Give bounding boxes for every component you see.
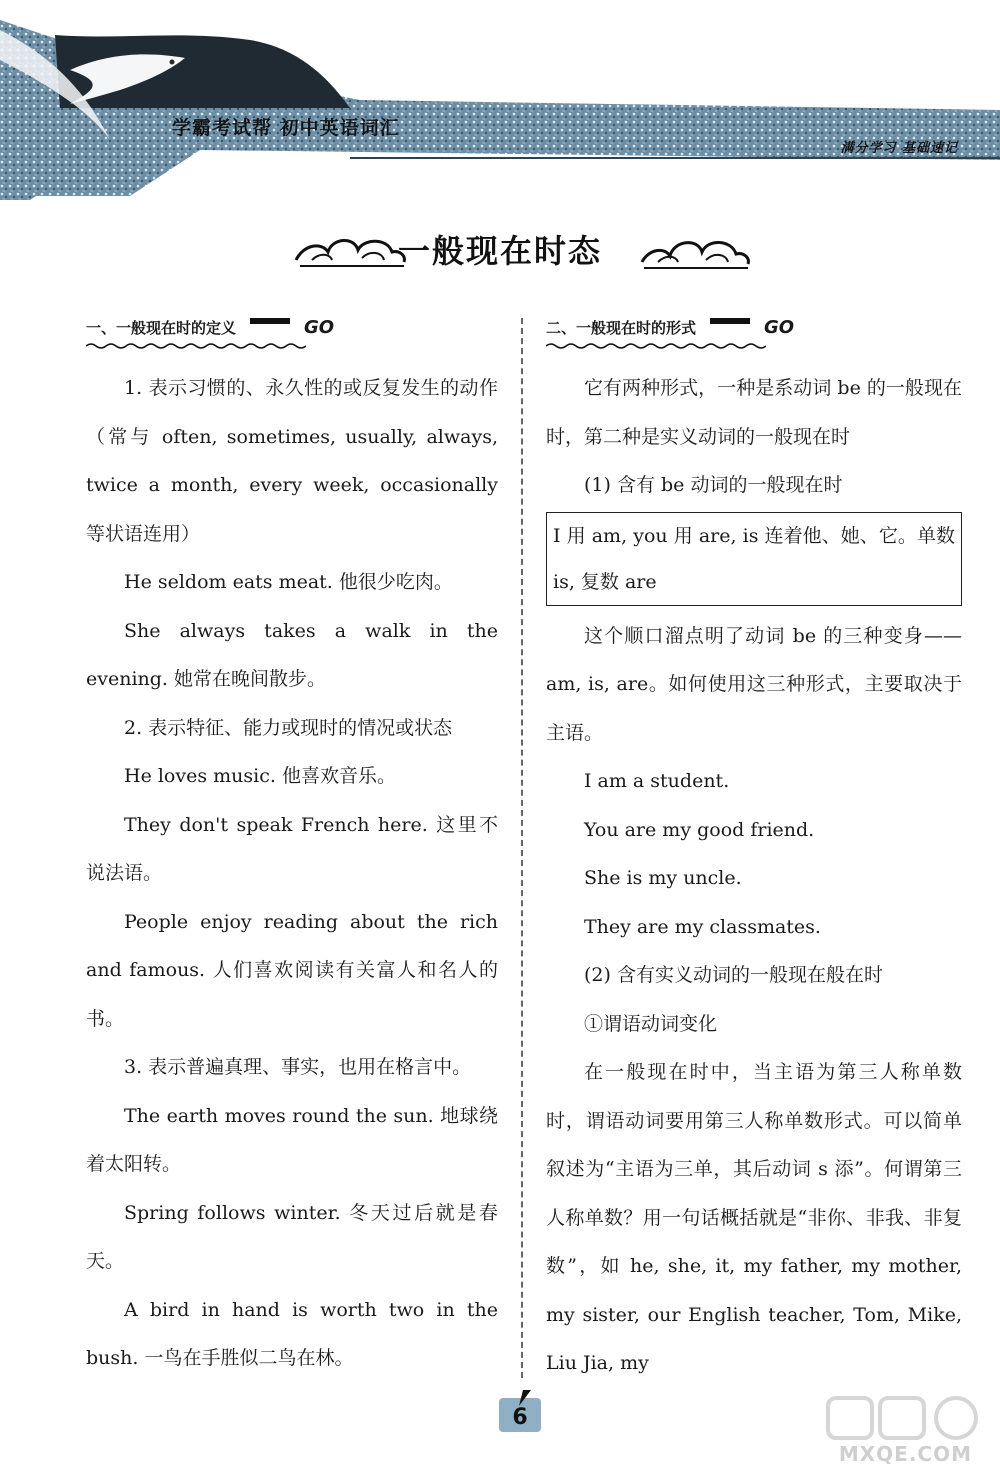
- example-sentence: A bird in hand is worth two in the bush. 一鸟在手胜似二鸟在林。: [86, 1298, 498, 1369]
- arrow-icon: [250, 318, 290, 334]
- example-sentence: They don't speak French here. 这里不说法语。: [86, 813, 498, 884]
- subheading-action-verb: (2) 含有实义动词的一般现在般在时: [584, 964, 883, 986]
- example-sentence: He seldom eats meat. 他很少吃肉。: [124, 571, 453, 593]
- wavy-underline-icon: [546, 342, 766, 350]
- page-title: 一般现在时态: [397, 232, 602, 270]
- page-number-text: 6: [512, 1405, 528, 1430]
- right-column: [546, 312, 962, 1388]
- section-heading-text: 二、一般现在时的形式: [546, 319, 697, 337]
- banner-graphic: [0, 0, 1000, 200]
- slogan: 满分学习 基础速记: [840, 141, 958, 156]
- section-heading-forms: [546, 312, 962, 352]
- section-heading-text: 一、一般现在时的定义: [86, 319, 237, 337]
- page-number: [497, 1388, 543, 1434]
- watermark: [818, 1392, 988, 1472]
- left-column: [86, 312, 498, 1383]
- cloud-ornament-right-icon: [640, 226, 752, 270]
- example-sentence: Spring follows winter. 冬天过后就是春天。: [86, 1201, 498, 1272]
- title-block: [0, 220, 1000, 280]
- subheading-be-verb: (1) 含有 be 动词的一般现在时: [584, 474, 843, 496]
- section-heading-definition: [86, 312, 498, 352]
- wavy-underline-icon: [86, 342, 306, 350]
- example-sentence: I am a student.: [584, 770, 730, 792]
- example-sentence: They are my classmates.: [584, 915, 821, 938]
- series-title: 学霸考试帮 初中英语词汇: [172, 117, 400, 139]
- example-sentence: The earth moves round the sun. 地球绕着太阳转。: [86, 1104, 498, 1175]
- subheading-verb-change: ①谓语动词变化: [584, 1012, 718, 1035]
- header-banner: [0, 0, 1000, 200]
- example-sentence: You are my good friend.: [584, 818, 815, 841]
- go-label: GO: [764, 317, 795, 338]
- watermark-text: MXQE.COM: [838, 1442, 972, 1466]
- rhyme-box: I 用 am, you 用 are, is 连着他、她、它。单数 is, 复数 are: [546, 512, 962, 606]
- example-sentence: He loves music. 他喜欢音乐。: [124, 765, 396, 787]
- definition-point-3: 3. 表示普遍真理、事实，也用在格言中。: [124, 1056, 472, 1078]
- definition-point-1: 1. 表示习惯的、永久性的或反复发生的动作（常与 often, sometimes, usually, always, twice a month, every week, occasionally 等状语连用）: [86, 377, 498, 545]
- rule-paragraph: 在一般现在时中，当主语为第三人称单数时，谓语动词要用第三人称单数形式。可以简单叙述为“主语为三单，其后动词 s 添”。何谓第三人称单数？用一句话概括就是“非你、非我、非复数”，如 he, she, it, my father, my mother, my sister, our English teacher, Tom, Mike, Liu Jia, my: [546, 1061, 962, 1374]
- intro-paragraph: 它有两种形式，一种是系动词 be 的一般现在时，第二种是实义动词的一般现在时: [546, 377, 962, 448]
- example-sentence: She is my uncle.: [584, 867, 742, 889]
- definition-point-2: 2. 表示特征、能力或现时的情况或状态: [124, 716, 453, 739]
- example-sentence: People enjoy reading about the rich and famous. 人们喜欢阅读有关富人和名人的书。: [86, 910, 498, 1030]
- go-label: GO: [304, 317, 335, 338]
- example-sentence: She always takes a walk in the evening. 她常在晚间散步。: [86, 619, 498, 690]
- arrow-icon: [710, 318, 750, 334]
- column-divider: [521, 318, 523, 1378]
- explain-paragraph: 这个顺口溜点明了动词 be 的三种变身——am, is, are。如何使用这三种形式，主要取决于主语。: [546, 624, 962, 744]
